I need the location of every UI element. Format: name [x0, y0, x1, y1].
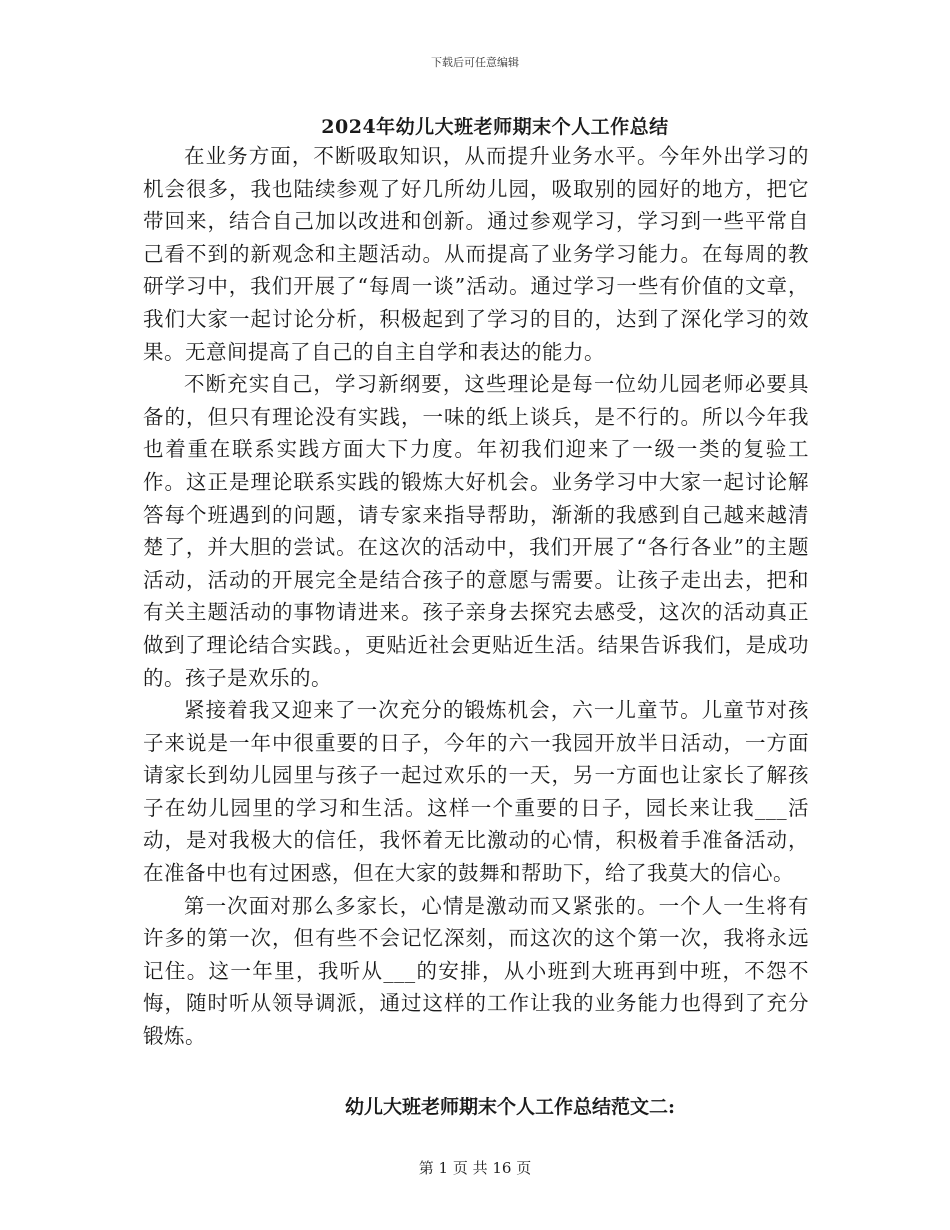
paragraph: 第一次面对那么多家长，心情是激动而又紧张的。一个人一生将有许多的第一次，但有些不会记忆深刻，而这次的这个第一次，我将永远记住。这一年里，我听从___的安排，从小班到大班再到中班，不怨不悔，随时听从领导调派，通过这样的工作让我的业务能力也得到了充分锻炼。 [143, 893, 809, 1049]
document-body [143, 140, 809, 1053]
paragraph: 紧接着我又迎来了一次充分的锻炼机会，六一儿童节。儿童节对孩子来说是一年中很重要的日子，今年的六一我园开放半日活动，一方面请家长到幼儿园里与孩子一起过欢乐的一天，另一方面也让家长了解孩子在幼儿园里的学习和生活。这样一个重要的日子，园长来让我___活动，是对我极大的信任，我怀着无比激动的心情，积极着手准备活动，在准备中也有过困惑，但在大家的鼓舞和帮助下，给了我莫大的信心。 [143, 698, 809, 886]
section-title: 幼儿大班老师期末个人工作总结范文二: [344, 1096, 675, 1118]
paragraph: 在业务方面，不断吸取知识，从而提升业务水平。今年外出学习的机会很多，我也陆续参观了好几所幼儿园，吸取别的园好的地方，把它带回来，结合自己加以改进和创新。通过参观学习，学习到一些平常自己看不到的新观念和主题活动。从而提高了业务学习能力。在每周的教研学习中，我们开展了“每周一谈”活动。通过学习一些有价值的文章，我们大家一起讨论分析，积极起到了学习的目的，达到了深化学习的效果。无意间提高了自己的自主自学和表达的能力。 [143, 144, 809, 364]
paragraph: 不断充实自己，学习新纲要，这些理论是每一位幼儿园老师必要具备的，但只有理论没有实践，一味的纸上谈兵，是不行的。所以今年我也着重在联系实践方面大下力度。年初我们迎来了一级一类的复验工作。这正是理论联系实践的锻炼大好机会。业务学习中大家一起讨论解答每个班遇到的问题，请专家来指导帮助，渐渐的我感到自己越来越清楚了，并大胆的尝试。在这次的活动中，我们开展了“各行各业”的主题活动，活动的开展完全是结合孩子的意愿与需要。让孩子走出去，把和有关主题活动的事物请进来。孩子亲身去探究去感受，这次的活动真正做到了理论结合实践。，更贴近社会更贴近生活。结果告诉我们，是成功的。孩子是欢乐的。 [143, 372, 809, 690]
header-note: 下载后可任意编辑 [431, 56, 519, 69]
document-title: 2024年幼儿大班老师期末个人工作总结 [321, 116, 669, 138]
page-number: 第 1 页 共 16 页 [418, 1159, 532, 1177]
